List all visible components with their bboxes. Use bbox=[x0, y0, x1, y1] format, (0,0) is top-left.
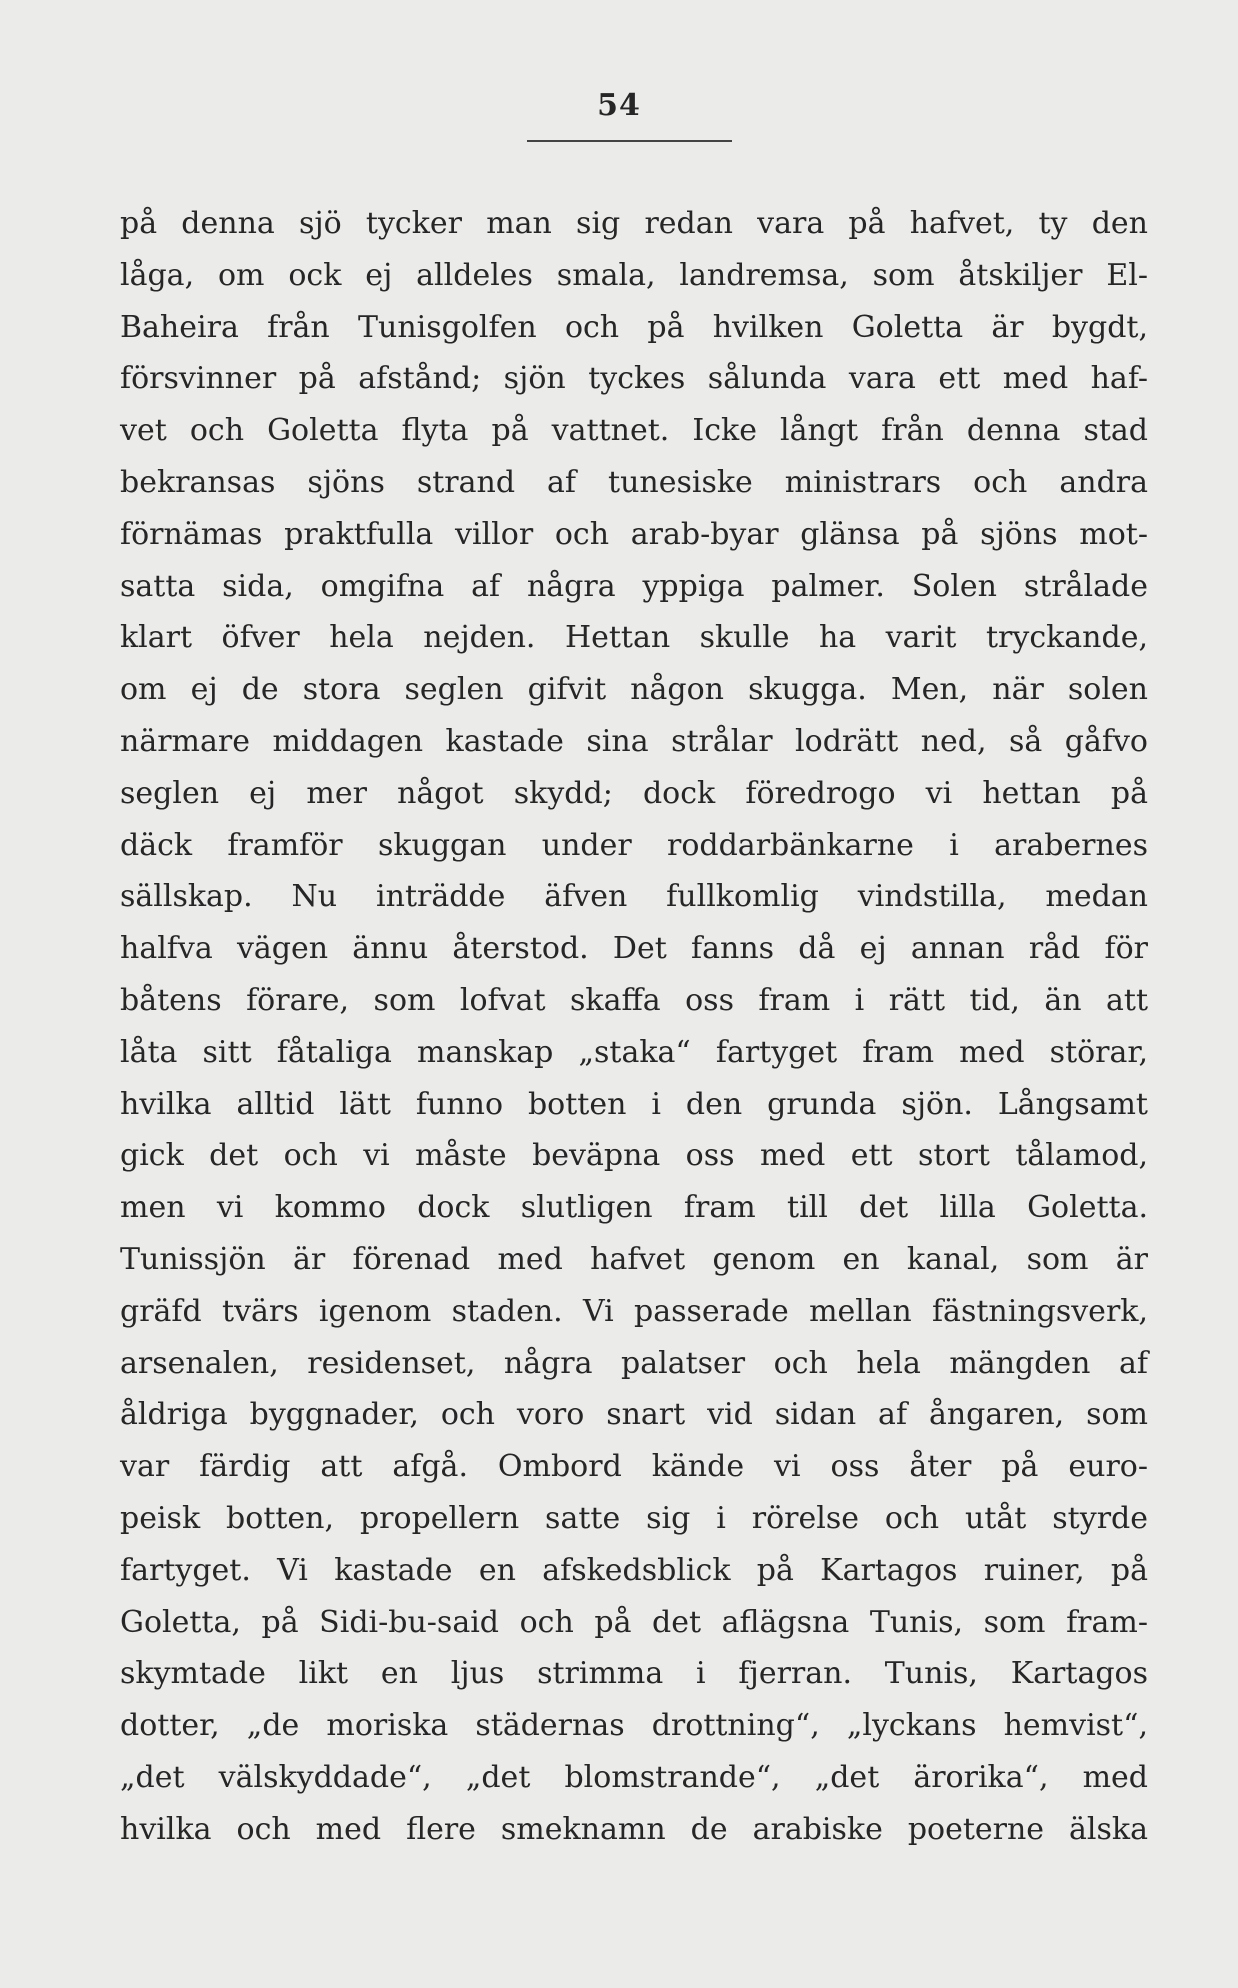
text-line: bekransas sjöns strand af tunesiske ministrars och andra bbox=[120, 464, 1148, 500]
text-line: klart öfver hela nejden. Hettan skulle ha varit tryckande, bbox=[120, 620, 1148, 656]
text-line: „det välskyddade“, „det blomstrande“, „det ärorika“, med bbox=[120, 1759, 1148, 1795]
text-line: var färdig att afgå. Ombord kände vi oss åter på euro- bbox=[120, 1449, 1148, 1485]
text-line: sällskap. Nu inträdde äfven fullkomlig vindstilla, medan bbox=[120, 879, 1148, 915]
text-line: däck framför skuggan under roddarbänkarne i arabernes bbox=[120, 827, 1148, 863]
text-line: dotter, „de moriska städernas drottning“, „lyckans hemvist“, bbox=[120, 1708, 1148, 1744]
text-line: Tunissjön är förenad med hafvet genom en kanal, som är bbox=[120, 1241, 1148, 1277]
text-line: satta sida, omgifna af några yppiga palmer. Solen strålade bbox=[120, 568, 1148, 604]
text-line: Goletta, på Sidi-bu-said och på det aflägsna Tunis, som fram- bbox=[120, 1604, 1148, 1640]
header-rule bbox=[527, 140, 732, 142]
text-line: halfva vägen ännu återstod. Det fanns då ej annan råd för bbox=[120, 931, 1148, 967]
text-line: men vi kommo dock slutligen fram till det lilla Goletta. bbox=[120, 1190, 1148, 1226]
text-line: båtens förare, som lofvat skaffa oss fram i rätt tid, än att bbox=[120, 982, 1148, 1018]
text-line: skymtade likt en ljus strimma i fjerran. Tunis, Kartagos bbox=[120, 1656, 1148, 1692]
text-line: låga, om ock ej alldeles smala, landremsa, som åtskiljer El- bbox=[120, 257, 1148, 293]
page-number: 54 bbox=[597, 88, 641, 123]
text-line: gräfd tvärs igenom staden. Vi passerade mellan fästningsverk, bbox=[120, 1293, 1148, 1329]
text-line: seglen ej mer något skydd; dock föredrogo vi hettan på bbox=[120, 775, 1148, 811]
body-text bbox=[120, 198, 1148, 1856]
text-line: åldriga byggnader, och voro snart vid sidan af ångaren, som bbox=[120, 1397, 1148, 1433]
text-line: hvilka alltid lätt funno botten i den grunda sjön. Långsamt bbox=[120, 1086, 1148, 1122]
text-line: Baheira från Tunisgolfen och på hvilken Goletta är bygdt, bbox=[120, 309, 1148, 345]
text-line: om ej de stora seglen gifvit någon skugga. Men, när solen bbox=[120, 672, 1148, 708]
text-line: hvilka och med flere smeknamn de arabiske poeterne älska bbox=[120, 1811, 1148, 1847]
text-line: vet och Goletta flyta på vattnet. Icke långt från denna stad bbox=[120, 413, 1148, 449]
text-line: gick det och vi måste beväpna oss med ett stort tålamod, bbox=[120, 1138, 1148, 1174]
text-line: på denna sjö tycker man sig redan vara på hafvet, ty den bbox=[120, 206, 1148, 241]
text-line: förnämas praktfulla villor och arab-byar glänsa på sjöns mot- bbox=[120, 516, 1148, 552]
text-line: fartyget. Vi kastade en afskedsblick på Kartagos ruiner, på bbox=[120, 1552, 1148, 1588]
text-line: peisk botten, propellern satte sig i rörelse och utåt styrde bbox=[120, 1500, 1148, 1536]
text-line: närmare middagen kastade sina strålar lodrätt ned, så gåfvo bbox=[120, 723, 1148, 759]
text-line: arsenalen, residenset, några palatser och hela mängden af bbox=[120, 1345, 1148, 1381]
text-line: försvinner på afstånd; sjön tyckes sålunda vara ett med haf- bbox=[120, 361, 1148, 397]
text-line: låta sitt fåtaliga manskap „staka“ fartyget fram med störar, bbox=[120, 1034, 1148, 1070]
